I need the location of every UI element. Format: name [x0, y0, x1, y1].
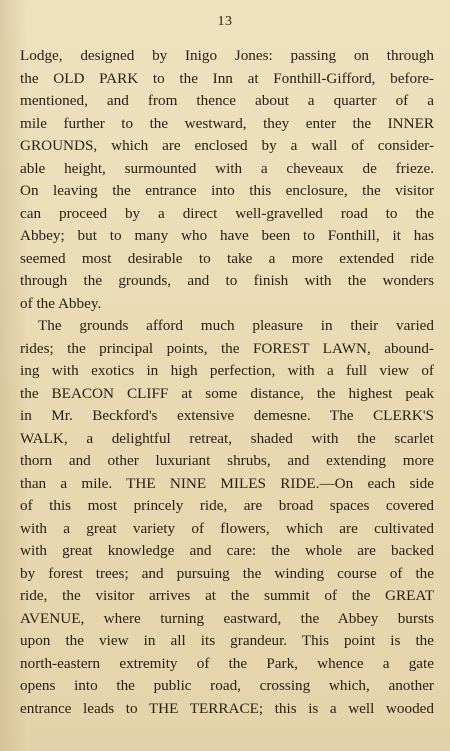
text-line: of the Abbey.	[20, 294, 102, 312]
text-line: able height, surmounted with a cheveaux de frieze.	[20, 159, 434, 177]
text-line: entrance leads to THE TERRACE; this is a well wooded	[20, 699, 434, 717]
text-line: The grounds afford much pleasure in their varied	[38, 317, 434, 334]
text-line: rides; the principal points, the FOREST LAWN, abound-	[20, 339, 434, 357]
text-line: seemed most desirable to take a more extended ride	[20, 249, 434, 267]
text-line: can proceed by a direct well-gravelled road to the	[20, 204, 434, 222]
text-line: the BEACON CLIFF at some distance, the highest peak	[20, 384, 434, 402]
text-line: through the grounds, and to finish with the wonders	[20, 272, 434, 289]
text-line: with great knowledge and care: the whole are backed	[20, 542, 434, 559]
text-line: mentioned, and from thence about a quarter of a	[20, 92, 434, 109]
text-line: of this most princely ride, are broad spaces covered	[20, 497, 434, 514]
text-line: north-eastern extremity of the Park, whence a gate	[20, 654, 434, 672]
text-line: thorn and other luxuriant shrubs, and extending more	[20, 452, 434, 469]
text-line: ing with exotics in high perfection, with a full view of	[20, 362, 434, 379]
text-line: WALK, a delightful retreat, shaded with the scarlet	[20, 429, 434, 447]
text-line: On leaving the entrance into this enclosure, the visitor	[20, 182, 434, 199]
body-text	[20, 45, 434, 720]
text-line: Abbey; but to many who have been to Fonthill, it has	[20, 227, 434, 244]
text-line: Lodge, designed by Inigo Jones: passing on through	[20, 47, 434, 64]
text-line: upon the view in all its grandeur. This point is the	[20, 632, 434, 649]
text-line: by forest trees; and pursuing the winding course of the	[20, 564, 434, 582]
text-line: mile further to the westward, they enter the INNER	[20, 114, 434, 132]
page-number: 13	[217, 14, 233, 29]
text-line: in Mr. Beckford's extensive demesne. The CLERK'S	[20, 407, 434, 424]
text-line: AVENUE, where turning eastward, the Abbey bursts	[20, 609, 434, 627]
text-line: than a mile. THE NINE MILES RIDE.—On each side	[20, 474, 434, 492]
text-line: ride, the visitor arrives at the summit of the GREAT	[20, 587, 434, 604]
text-line: GROUNDS, which are enclosed by a wall of consider-	[20, 137, 434, 154]
text-line: opens into the public road, crossing which, another	[20, 677, 434, 694]
text-line: with a great variety of flowers, which are cultivated	[20, 519, 434, 537]
text-line: the OLD PARK to the Inn at Fonthill-Gifford, before-	[20, 69, 434, 87]
